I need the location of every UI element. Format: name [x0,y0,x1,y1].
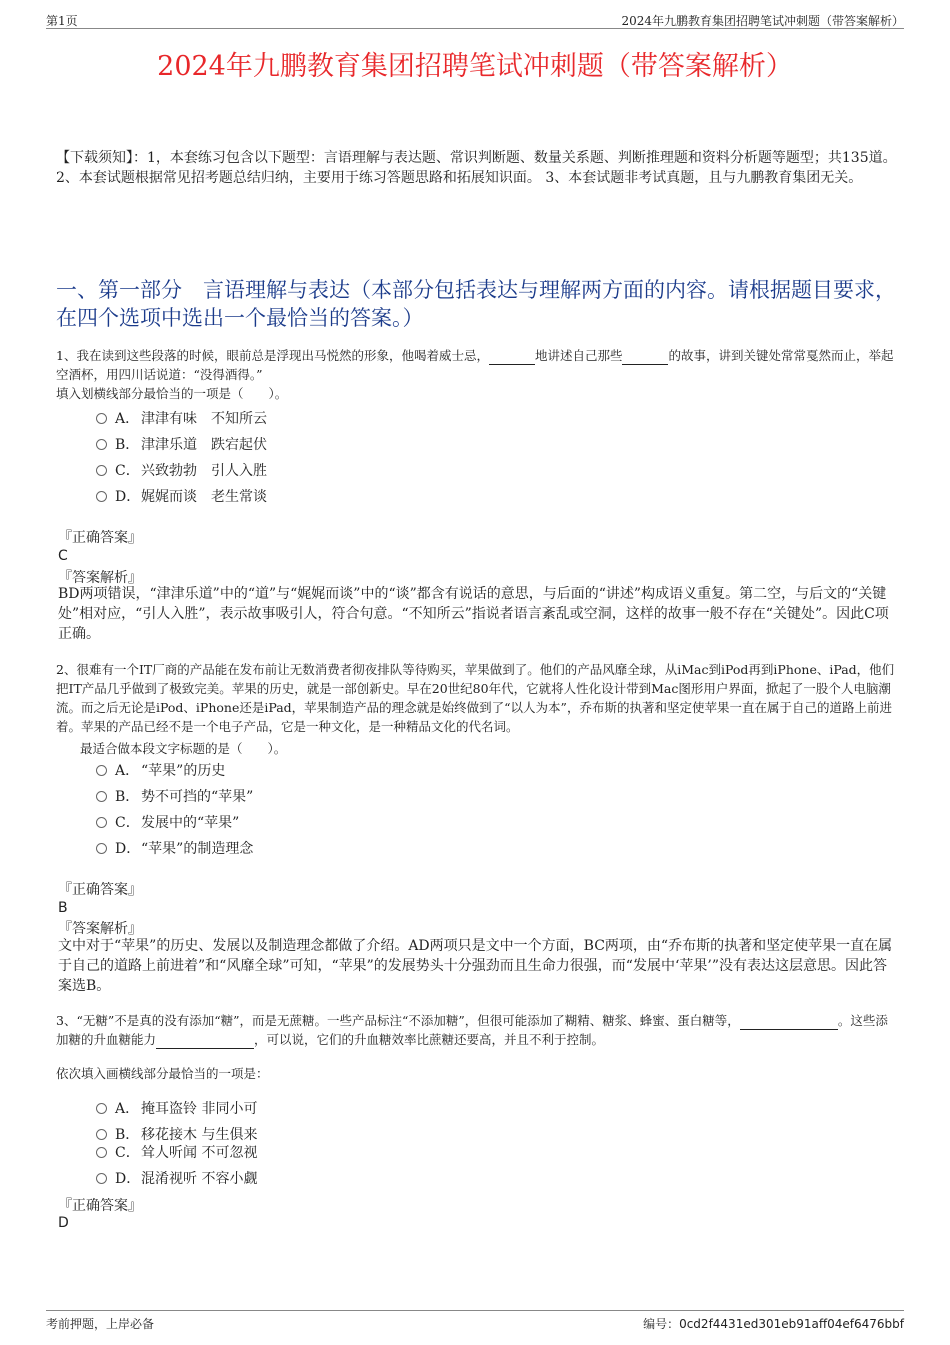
radio-icon[interactable] [96,1173,107,1184]
option-text: 掩耳盗铃 非同小可 [141,1101,258,1117]
q1-answer-label: 『正确答案』 [58,530,142,546]
option-letter: A． [115,1101,140,1117]
section-heading: 一、第一部分 言语理解与表达（本部分包括表达与理解两方面的内容。请根据题目要求，在四个选项中选出一个最恰当的答案。） [56,278,896,330]
radio-icon[interactable] [96,465,107,476]
option-letter: B． [115,1127,140,1143]
page-footer [46,1310,904,1331]
q3-blank-2 [156,1048,254,1049]
option-text: 兴致勃勃 引人入胜 [141,463,267,479]
q2-option-c[interactable] [96,812,596,838]
q3-options [96,1098,596,1194]
header-doc-title: 2024年九鹏教育集团招聘笔试冲刺题（带答案解析） [621,14,904,28]
footer-code-label: 编号： [643,1317,680,1331]
option-letter: C． [115,815,140,831]
option-letter: D． [115,489,141,505]
radio-icon[interactable] [96,1147,107,1158]
q2-prompt: 最适合做本段文字标题的是（ ）。 [80,741,287,756]
footer-code-value: 0cd2f4431ed301eb91aff04ef6476bbf [679,1317,904,1331]
q3-option-c[interactable] [96,1142,596,1168]
q1-option-d[interactable] [96,486,596,512]
option-text: “苹果”的历史 [141,763,226,779]
option-letter: A． [115,763,140,779]
q1-option-c[interactable] [96,460,596,486]
option-letter: B． [115,437,140,453]
radio-icon[interactable] [96,439,107,450]
q1-option-b[interactable] [96,434,596,460]
option-letter: D． [115,841,141,857]
option-text: 移花接木 与生俱来 [141,1127,258,1143]
q1-option-a[interactable] [96,408,596,434]
page-header [46,10,904,29]
page-number: 第1页 [46,14,78,28]
option-text: 津津有味 不知所云 [141,411,267,427]
q2-explanation: 文中对于“苹果”的历史、发展以及制造理念都做了介绍。AD两项只是文中一个方面，BC两项，由“乔布斯的执著和坚定使苹果一直在属于自己的道路上前进着”和“风靡全球”可知，“苹果”的发展势头十分强劲而且生命力很强，而“发展中‘苹果’”没有表达这层意思。因此答案选B。 [58,938,893,994]
question-1-stem [56,346,898,403]
q3-prompt: 依次填入画横线部分最恰当的一项是： [56,1066,269,1081]
option-text: 发展中的“苹果” [141,815,240,831]
option-letter: D． [115,1171,141,1187]
question-3-stem [56,1011,898,1049]
q2-answer-label: 『正确答案』 [58,882,142,898]
download-notice: 【下载须知】：1，本套练习包含以下题型：言语理解与表达题、常识判断题、数量关系题、判断推理题和资料分析题等题型；共135道。 2、本套试题根据常见招考题总结归纳，主要用于练习答题思路和拓展知识面。 3、本套试题非考试真题，且与九鹏教育集团无关。 [56,150,897,186]
question-2-stem: 2、很难有一个IT厂商的产品能在发布前让无数消费者彻夜排队等待购买，苹果做到了。他们的产品风靡全球，从iMac到iPod再到iPhone、iPad，他们把IT产品几乎做到了极致完美。苹果的历史，就是一部创新史。早在20世纪80年代，它就将人性化设计带到Mac图形用户界面，掀起了一股个人电脑潮流。而之后无论是iPod、iPhone还是iPad，苹果制造产品的理念就是始终做到了“以人为本”，乔布斯的执著和坚定使苹果一直在属于自己的道路上前进着。苹果的产品已经不是一个电子产品，它是一种文化，是一种精品文化的代名词。 [56,662,895,734]
q1-prompt: 填入划横线部分最恰当的一项是（ ）。 [56,386,288,401]
q1-stem-part-b: 地讲述自己那些 [534,348,623,363]
radio-icon[interactable] [96,765,107,776]
q1-explanation: BD两项错误，“津津乐道”中的“道”与“娓娓而谈”中的“谈”都含有说话的意思，与后面的“讲述”构成语义重复。第二空，与后文的“关键处”相对应，“引人入胜”，表示故事吸引人，符合句意。“不知所云”指说者语言紊乱或空洞，这样的故事一般不存在“关键处”。因此C项正确。 [58,586,889,642]
radio-icon[interactable] [96,1103,107,1114]
q3-answer-label: 『正确答案』 [58,1198,142,1214]
option-letter: B． [115,789,140,805]
q1-stem-part-c: 的故事，讲到关键处常常戛然而止，举起空酒杯，用四川话说道：“没得酒得。” [56,348,894,382]
radio-icon[interactable] [96,491,107,502]
option-text: 混淆视听 不容小觑 [141,1171,258,1187]
radio-icon[interactable] [96,1129,107,1140]
option-text: 耸人听闻 不可忽视 [141,1145,258,1161]
q1-explanation-label: 『答案解析』 [58,570,142,586]
q1-blank-2 [622,364,668,365]
option-letter: C． [115,1145,140,1161]
page-title: 2024年九鹏教育集团招聘笔试冲刺题（带答案解析） [157,51,793,82]
radio-icon[interactable] [96,843,107,854]
q1-stem-part-a: 1、我在读到这些段落的时候，眼前总是浮现出马悦然的形象，他喝着威士忌， [56,348,489,363]
q2-explanation-label: 『答案解析』 [58,921,142,937]
radio-icon[interactable] [96,791,107,802]
q3-blank-1 [740,1029,838,1030]
option-text: 娓娓而谈 老生常谈 [141,489,267,505]
q2-option-d[interactable] [96,838,596,864]
q1-options [96,408,596,512]
q3-option-a[interactable] [96,1098,596,1124]
radio-icon[interactable] [96,817,107,828]
option-text: 津津乐道 跌宕起伏 [141,437,267,453]
radio-icon[interactable] [96,413,107,424]
q3-option-b[interactable] [96,1124,596,1142]
option-text: “苹果”的制造理念 [141,841,254,857]
q1-answer: C [58,548,68,564]
q1-blank-1 [489,364,535,365]
q3-stem-part-c: ，可以说，它们的升血糖效率比蔗糖还要高，并且不利于控制。 [254,1032,605,1047]
q3-answer: D [58,1215,69,1231]
option-text: 势不可挡的“苹果” [141,789,254,805]
q2-option-b[interactable] [96,786,596,812]
q2-answer: B [58,900,68,916]
q2-options [96,760,596,864]
q3-stem-part-a: 3、“无糖”不是真的没有添加“糖”，而是无蔗糖。一些产品标注“不添加糖”，但很可能添加了糊精、糖浆、蜂蜜、蛋白糖等， [56,1013,740,1028]
footer-code [643,1315,904,1332]
option-letter: A． [115,411,140,427]
q3-option-d[interactable] [96,1168,596,1194]
q2-option-a[interactable] [96,760,596,786]
footer-slogan: 考前押题，上岸必备 [46,1317,155,1331]
q3-stem-part-b: 。这些添加糖的升血糖能力 [56,1013,888,1047]
option-letter: C． [115,463,140,479]
